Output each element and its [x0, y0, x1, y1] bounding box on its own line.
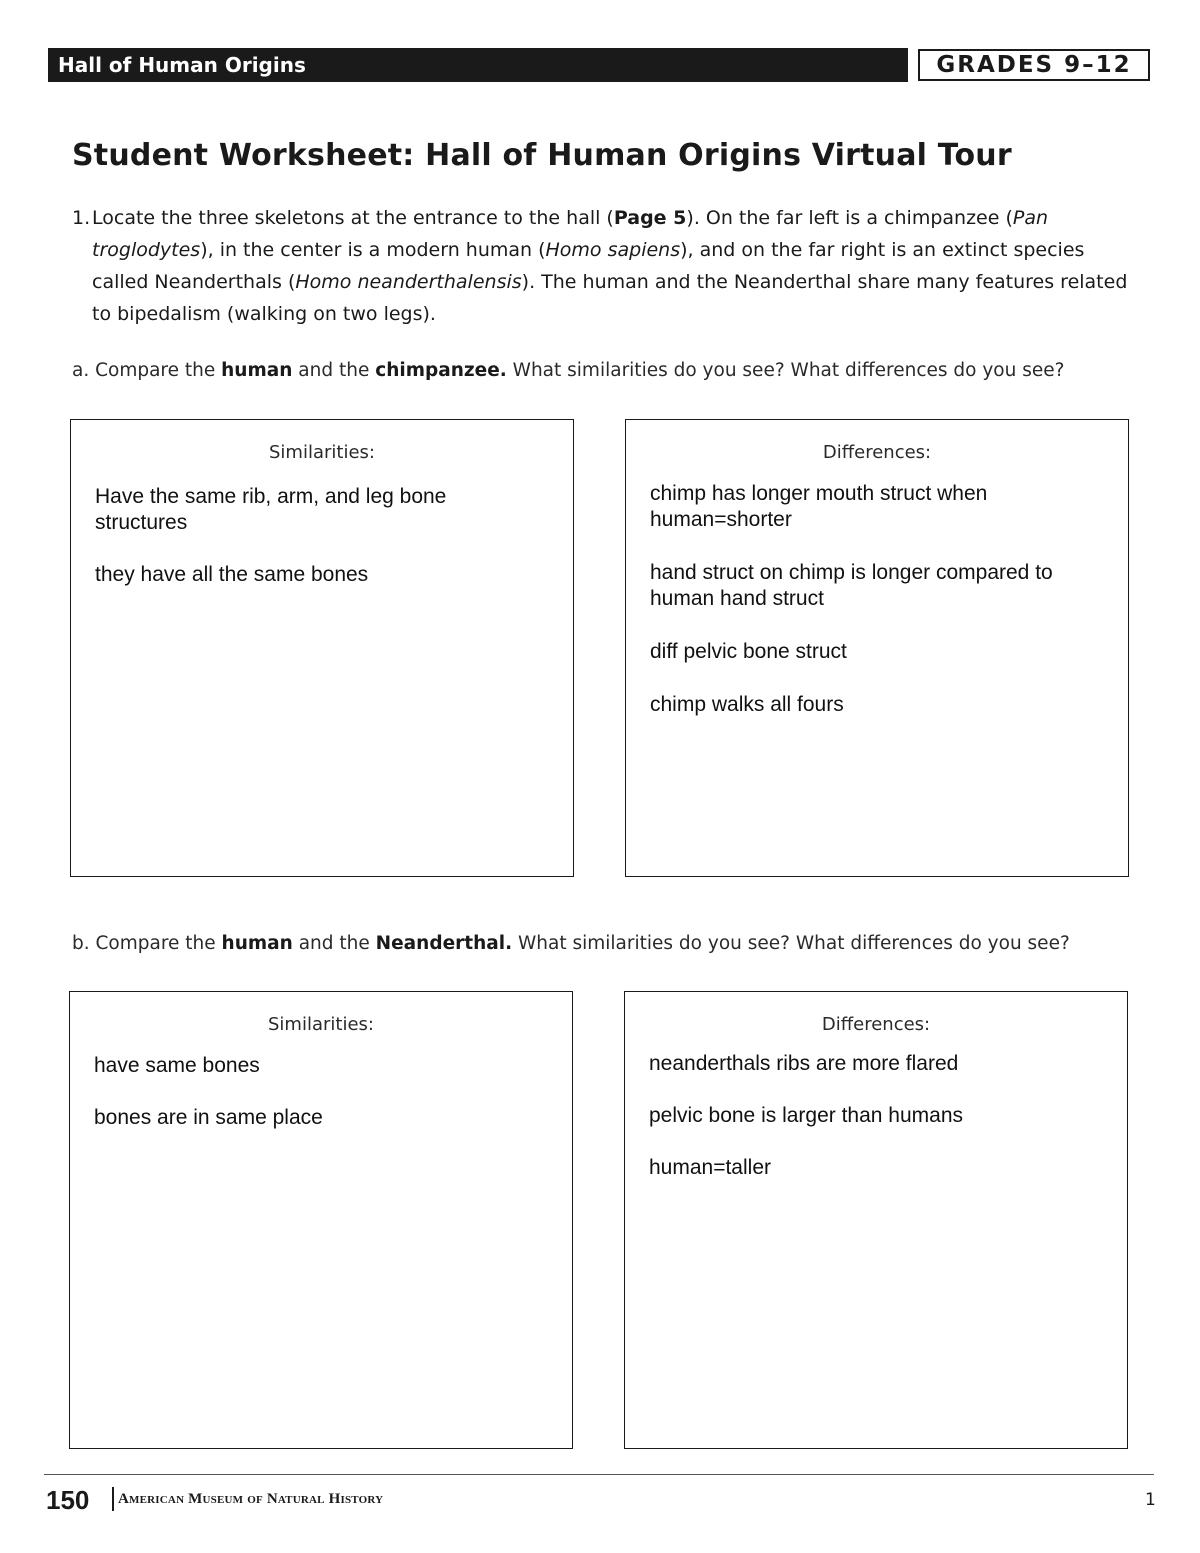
- prompt-text: What similarities do you see? What differences do you see?: [506, 360, 1065, 381]
- chimp-species-name: Pan troglodytes: [92, 207, 1049, 261]
- header-bar: [48, 48, 908, 82]
- answer-line: human=taller: [649, 1156, 771, 1179]
- human-species-name: Homo sapiens: [545, 239, 681, 261]
- logo-separator: [112, 1487, 114, 1511]
- part-b-differences-box[interactable]: [624, 991, 1128, 1449]
- prompt-term-neanderthal: Neanderthal.: [375, 933, 513, 954]
- question-text-part: ). The human and the Neanderthal share many features related to bipedalism (walking on two legs).: [92, 271, 1128, 325]
- prompt-text: What similarities do you see? What differences do you see?: [512, 933, 1070, 954]
- prompt-text: and the: [292, 360, 376, 381]
- museum-name: American Museum of Natural History: [118, 1490, 384, 1507]
- prompt-text: and the: [292, 933, 376, 954]
- answer-line: pelvic bone is larger than humans: [649, 1104, 964, 1127]
- prompt-text: a. Compare the: [72, 360, 222, 381]
- prompt-term-human: human: [221, 933, 293, 954]
- question-text-part: ), and on the far right is an extinct species called Neanderthals (: [92, 239, 1085, 293]
- question-text-part: ), in the center is a modern human (: [200, 239, 546, 261]
- hall-name: Hall of Human Origins: [58, 53, 306, 77]
- page-number: 1: [1145, 1490, 1156, 1510]
- question-text-part: Locate the three skeletons at the entrance to the hall (: [92, 207, 614, 229]
- part-b-prompt: [72, 931, 1070, 957]
- question-number: 1.: [72, 207, 91, 229]
- worksheet-title: Student Worksheet: Hall of Human Origins Virtual Tour: [72, 138, 1012, 173]
- part-b-similarities-box[interactable]: [69, 991, 573, 1449]
- answer-line: chimp has longer mouth struct when human=shorter: [650, 482, 988, 531]
- similarities-label: Similarities:: [268, 1014, 374, 1035]
- question-1: [72, 202, 1132, 330]
- page-reference: Page 5: [613, 207, 687, 229]
- museum-logo: [46, 1484, 383, 1514]
- answer-line: have same bones: [94, 1054, 260, 1077]
- part-a-similarities-box[interactable]: [70, 419, 574, 877]
- differences-label: Differences:: [821, 1014, 931, 1035]
- answer-line: Have the same rib, arm, and leg bone structures: [95, 485, 447, 534]
- neanderthal-species-name: Homo neanderthalensis: [295, 271, 522, 293]
- answer-line: diff pelvic bone struct: [650, 640, 847, 663]
- prompt-term-chimpanzee: chimpanzee.: [375, 360, 507, 381]
- answer-line: neanderthals ribs are more flared: [649, 1052, 959, 1075]
- answer-line: hand struct on chimp is longer compared to human hand struct: [650, 561, 1053, 610]
- logo-number: 150: [46, 1485, 90, 1513]
- part-a-prompt: [72, 358, 1064, 384]
- answer-line: they have all the same bones: [95, 563, 369, 586]
- differences-label: Differences:: [822, 442, 932, 463]
- grade-level-badge: GRADES 9–12: [918, 49, 1150, 81]
- question-text: [72, 202, 1132, 330]
- similarities-label: Similarities:: [269, 442, 375, 463]
- amnh-150-logo-icon: [46, 1485, 110, 1513]
- prompt-term-human: human: [221, 360, 293, 381]
- answer-line: chimp walks all fours: [650, 693, 844, 716]
- question-text-part: ). On the far left is a chimpanzee (: [686, 207, 1013, 229]
- footer-divider: [44, 1474, 1154, 1475]
- answer-line: bones are in same place: [94, 1106, 323, 1129]
- part-a-differences-box[interactable]: [625, 419, 1129, 877]
- prompt-text: b. Compare the: [72, 933, 222, 954]
